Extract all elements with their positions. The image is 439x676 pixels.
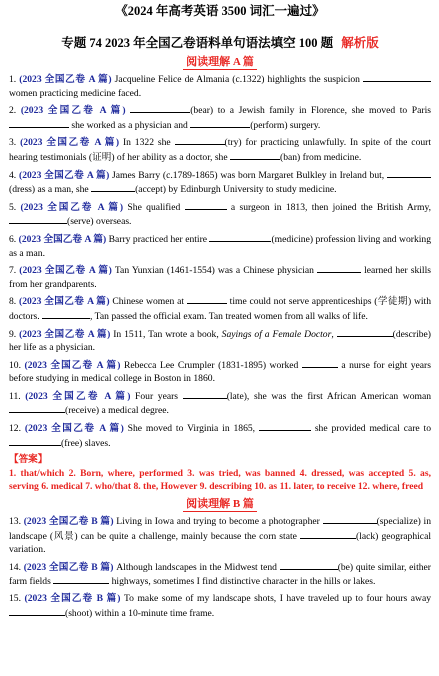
question-text: (receive) a medical degree. xyxy=(65,405,169,417)
question-number: 1. xyxy=(9,74,17,85)
answer-heading: 【答案】 xyxy=(9,454,48,466)
question-text: Chinese women at xyxy=(109,296,187,308)
answer-blank xyxy=(183,389,227,399)
answer-blank xyxy=(317,263,361,273)
question-item xyxy=(9,421,431,450)
question-item xyxy=(9,592,431,620)
section-label-a: 阅读理解 A 篇 xyxy=(183,56,257,70)
question-item xyxy=(9,135,431,164)
question-text: Barry practiced her entire xyxy=(106,233,210,245)
question-text: (be) quite similar, either farm fields xyxy=(9,561,431,588)
question-text: She moved to Virginia in 1865, xyxy=(123,423,259,435)
question-number: 9. xyxy=(9,328,17,340)
answer-blank xyxy=(9,436,61,446)
question-text: she provided medical care to xyxy=(310,423,431,435)
answer-blank xyxy=(300,529,356,539)
book-title: Sayings of a Female Doctor xyxy=(221,328,332,340)
question-text: (try) for practicing unlawfully. In spite of the court hearing testimonials (证明) of her ability as a doctor, she xyxy=(9,137,432,163)
question-source: (2023 全国乙卷 A 篇) xyxy=(19,265,112,277)
question-source: (2023 全国乙卷 A 篇) xyxy=(24,359,121,371)
question-source: (2023 全国乙卷 A 篇) xyxy=(19,296,110,308)
question-text: In 1511, Tan wrote a book, xyxy=(110,328,222,340)
answer-blank xyxy=(259,421,311,431)
question-number: 4. xyxy=(9,169,17,181)
question-text: (free) slaves. xyxy=(61,437,111,449)
question-number: 6. xyxy=(9,233,17,245)
question-item xyxy=(9,514,431,557)
document-title: 《2024 年高考英语 3500 词汇一遍过》 xyxy=(115,4,325,18)
answer-blank xyxy=(91,182,135,192)
question-text: women practicing medicine faced. xyxy=(9,87,142,99)
answer-key: 1. that/which 2. Born, where, performed 3. was tried, was banned 4. dressed, was accepted 5. as, serving 6. medical 7. who/that 8. the, However 9. describing 10. as 11. later, to receive 12. where, freed xyxy=(9,467,431,493)
question-item xyxy=(9,389,431,418)
headline-tag: 解析版 xyxy=(341,36,379,50)
question-text: (describe) her life as a physician. xyxy=(9,328,431,354)
question-source: (2023 全国乙卷 A 篇) xyxy=(20,201,124,213)
question-text: (medicine) profession living and working as a man. xyxy=(9,233,431,259)
question-number: 15. xyxy=(9,593,21,604)
question-number: 2. xyxy=(9,105,17,117)
answer-blank xyxy=(209,232,271,242)
question-number: 3. xyxy=(9,137,17,149)
question-text: She qualified xyxy=(123,201,185,213)
question-text: Tan Yunxian (1461-1554) was a Chinese physician xyxy=(111,265,318,277)
question-source: (2023 全国乙卷 A 篇) xyxy=(24,423,124,435)
question-text: a surgeon in 1813, then joined the British Army, xyxy=(226,201,432,213)
question-item xyxy=(9,200,431,229)
question-text: (lack) geographical variation. xyxy=(9,530,431,556)
question-text: (shoot) within a 10-minute time frame. xyxy=(65,607,215,619)
question-text: To make some of my landscape shots, I have traveled up to four hours away xyxy=(120,593,432,604)
question-text: Jacqueline Felice de Almania (c.1322) highlights the suspicion xyxy=(111,74,363,85)
answer-blank xyxy=(130,103,190,113)
answer-blank xyxy=(190,118,250,128)
question-item xyxy=(9,232,431,260)
question-number: 13. xyxy=(9,516,21,528)
question-item xyxy=(9,72,431,100)
question-text: (ban) from medicine. xyxy=(280,151,362,163)
answer-blank xyxy=(42,309,90,319)
question-number: 14. xyxy=(9,561,21,573)
question-source: (2023 全国乙卷 A 篇) xyxy=(20,137,120,149)
section-label-b: 阅读理解 B 篇 xyxy=(183,498,257,512)
answer-blank xyxy=(9,606,65,616)
answer-blank xyxy=(323,514,377,524)
answer-blank xyxy=(387,168,431,178)
question-number: 5. xyxy=(9,201,17,213)
headline-text: 专题 74 2023 年全国乙卷语料单句语法填空 100 题 xyxy=(61,36,334,50)
answer-blank xyxy=(9,403,65,413)
answer-blank xyxy=(9,214,67,224)
answer-blank xyxy=(185,200,227,210)
question-item xyxy=(9,103,431,132)
question-text: (specialize) in landscape (风景) can be quite a challenge, mainly because the corn state xyxy=(9,516,431,542)
question-text: she worked as a physician and xyxy=(69,119,191,131)
question-source: (2023 全国乙卷 A 篇) xyxy=(18,233,107,245)
question-text: time could not serve apprenticeships (学徒期) with doctors. xyxy=(9,296,432,322)
answer-blank xyxy=(175,135,225,145)
question-number: 11. xyxy=(9,390,21,402)
section-heading-b xyxy=(9,497,431,512)
question-source: (2023 全国乙卷 A 篇) xyxy=(19,169,110,181)
question-text: James Barry (c.1789-1865) was born Margaret Bulkley in Ireland but, xyxy=(109,169,387,181)
question-item xyxy=(9,327,431,355)
section-heading-a xyxy=(9,55,431,70)
answer-blank xyxy=(363,72,431,82)
question-number: 8. xyxy=(9,296,17,308)
answer-blank xyxy=(337,327,393,337)
question-text: highways, sometimes I find distinctive character in the hills or lakes. xyxy=(109,576,376,588)
question-number: 12. xyxy=(9,423,21,435)
answer-blank xyxy=(230,150,280,160)
question-source: (2023 全国乙卷 B 篇) xyxy=(23,561,114,573)
question-number: 7. xyxy=(9,265,17,277)
headline-row xyxy=(9,35,431,52)
question-item xyxy=(9,263,431,291)
answer-blank xyxy=(53,574,109,584)
question-text: (perform) surgery. xyxy=(250,119,321,131)
question-text: (accept) by Edinburgh University to study medicine. xyxy=(135,184,337,196)
question-source: (2023 全国乙卷 B 篇) xyxy=(24,593,121,604)
question-source: (2023 全国乙卷 B 篇) xyxy=(23,516,114,528)
question-item xyxy=(9,358,431,386)
question-text: (late), she was the first African American woman xyxy=(226,390,432,402)
question-source: (2023 全国乙卷 A 篇) xyxy=(25,390,131,402)
question-item xyxy=(9,168,431,197)
question-text: (bear) to a Jewish family in Florence, she moved to Paris xyxy=(190,105,431,117)
question-text: , xyxy=(331,328,337,340)
question-item xyxy=(9,560,431,589)
answer-blank xyxy=(187,294,227,304)
question-text: learned her skills from her grandparents. xyxy=(9,265,431,290)
question-text: Living in Iowa and trying to become a photographer xyxy=(113,516,323,528)
question-text: In 1322 she xyxy=(119,137,175,149)
question-text: Four years xyxy=(130,390,183,402)
question-source: (2023 全国乙卷 A 篇) xyxy=(20,105,126,117)
question-text: (serve) overseas. xyxy=(67,216,132,228)
question-source: (2023 全国乙卷 A 篇) xyxy=(19,74,112,85)
question-number: 10. xyxy=(9,359,21,371)
question-text: (dress) as a man, she xyxy=(9,184,92,196)
question-text: a nurse for eight years before studying in medical college in Boston in 1860. xyxy=(9,359,431,385)
question-text: , Tan passed the official exam. Tan treated women from all walks of life. xyxy=(90,310,368,322)
question-text: Although landscapes in the Midwest tend xyxy=(113,561,280,573)
answer-blank xyxy=(302,358,338,368)
answer-blank xyxy=(9,118,69,128)
question-text: Rebecca Lee Crumpler (1831-1895) worked xyxy=(120,359,302,371)
question-source: (2023 全国乙卷 A 篇) xyxy=(19,328,111,340)
answer-blank xyxy=(280,560,338,570)
question-item xyxy=(9,294,431,323)
